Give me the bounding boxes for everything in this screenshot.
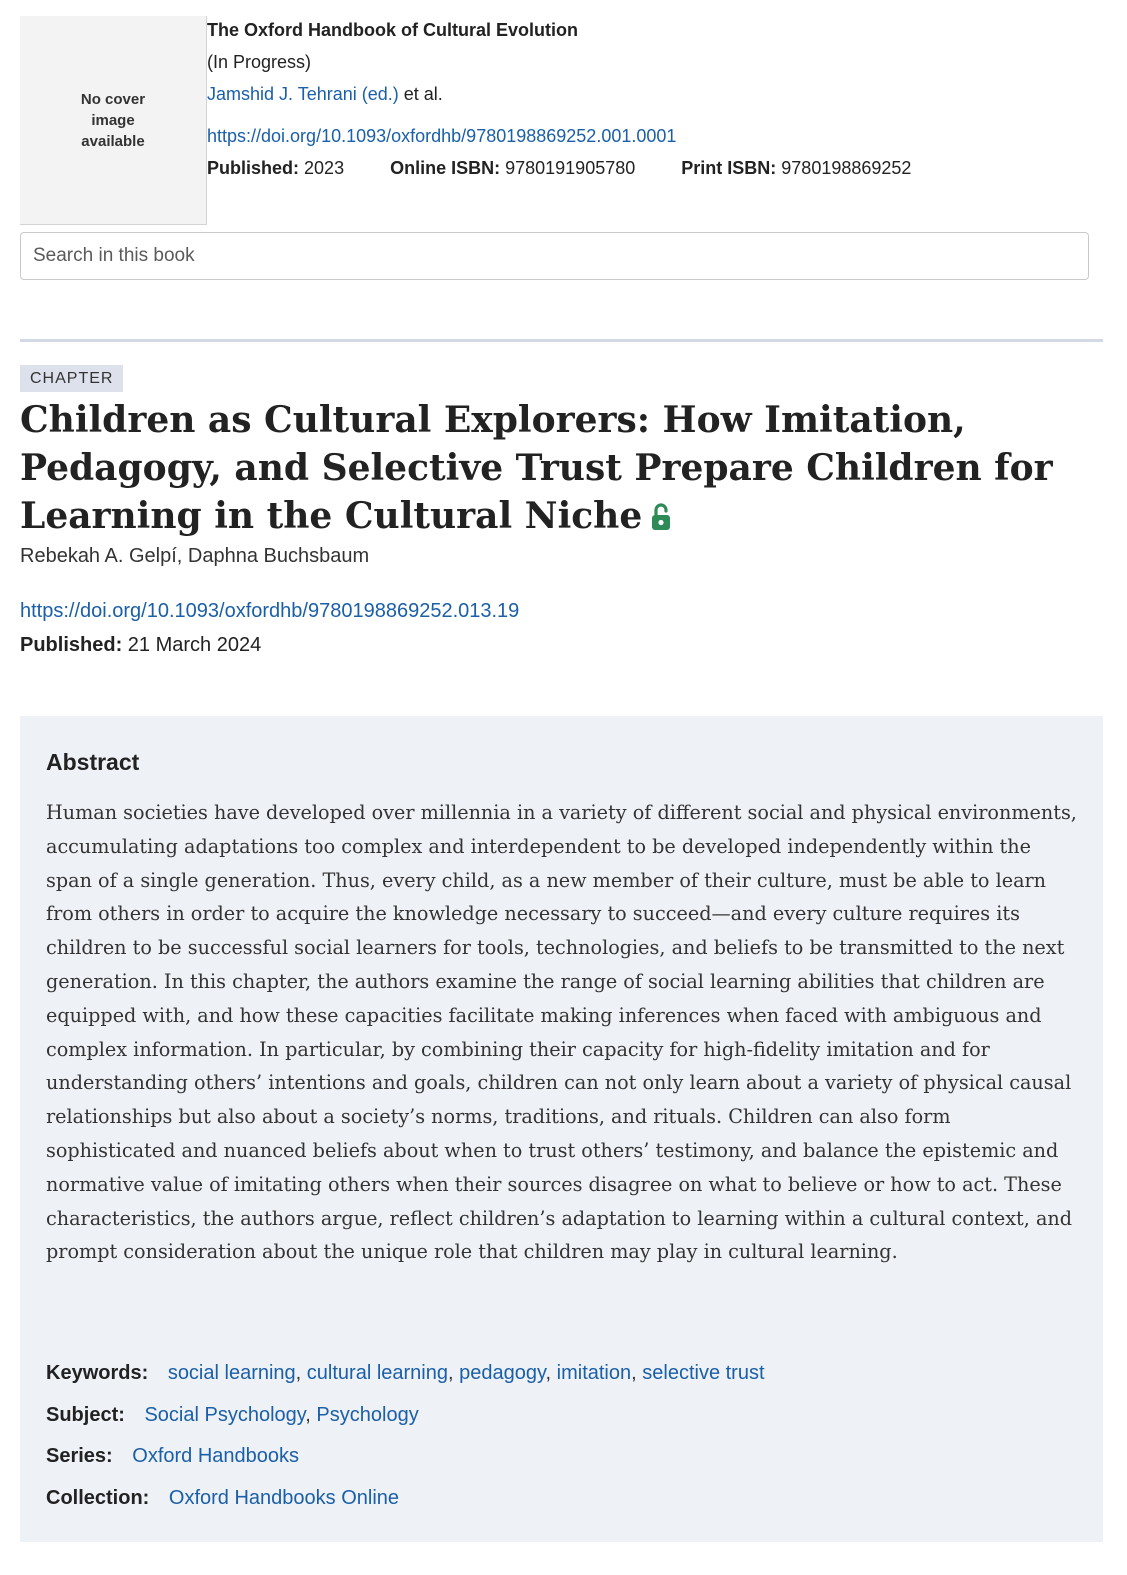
keyword-link[interactable]: pedagogy [459,1362,546,1384]
subject-link[interactable]: Social Psychology [144,1404,306,1426]
abstract-heading: Abstract [46,749,140,775]
keywords-label: Keywords: [46,1362,149,1384]
subject-row: Subject: Social Psychology, Psychology [46,1404,419,1426]
chapter-published-value: 21 March 2024 [127,634,262,656]
collection-label: Collection: [46,1487,150,1509]
series-row [46,1441,299,1471]
book-header [20,14,1110,226]
chapter-authors: Rebekah A. Gelpí, Daphna Buchsbaum [20,545,370,567]
subject-link[interactable]: Psychology [316,1404,419,1426]
chapter-title [20,396,1080,544]
abstract-text: Human societies have developed over millennia in a variety of different social and physical environments, accumulating adaptations too complex and interdependent to be developed independently within the span of a single generation. Thus, every child, as a new member of their culture, must be able to learn from others in order to acquire the knowledge necessary to succeed—and every culture requires its children to be successful social learners for tools, technologies, and beliefs to be transmitted to the next generation. In this chapter, the authors examine the range of social learning abilities that children are equipped with, and how these capacities facilitate making inferences when faced with ambiguous and complex information. In particular, by combining their capacity for high-fidelity imitation and for understanding others’ intentions and goals, children can not only learn about a variety of physical causal relationships but also about a society’s norms, traditions, and rituals. Children can also form sophisticated and nuanced beliefs about when to trust others’ testimony, and balance the epistemic and normative value of imitating others when their sources disagree on what to believe or how to act. These characteristics, the authors argue, reflect children’s adaptation to learning within a cultural context, and prompt consideration about the unique role that children may play in cultural learning. [46,801,1077,1264]
book-title: The Oxford Handbook of Cultural Evolution [207,20,578,40]
print-isbn-label: Print ISBN: [681,158,777,178]
book-editors [207,78,957,110]
keywords-row: Keywords: social learning, cultural learning, pedagogy, imitation, selective trust [46,1362,765,1384]
book-cover-placeholder [20,16,207,225]
chapter-published-label: Published: [20,634,123,656]
search-box [20,232,1089,280]
book-doi-link[interactable]: https://doi.org/10.1093/oxfordhb/9780198869252.001.0001 [207,126,677,146]
collection-row [46,1483,399,1513]
book-status: (In Progress) [207,52,312,72]
online-isbn-label: Online ISBN: [390,158,501,178]
abstract-section [20,716,1103,1542]
keyword-link[interactable]: cultural learning [306,1362,448,1384]
section-divider [20,339,1103,342]
open-access-lock-icon [650,496,672,544]
keyword-link[interactable]: social learning [167,1362,296,1384]
book-meta [207,152,957,184]
book-info [207,14,957,184]
print-isbn-value: 9780198869252 [781,158,912,178]
series-link[interactable]: Oxford Handbooks [132,1445,300,1467]
collection-link[interactable]: Oxford Handbooks Online [168,1487,400,1509]
book-published-label: Published: [207,158,300,178]
cover-placeholder-text: No cover image available [80,90,146,150]
keyword-link[interactable]: selective trust [642,1362,765,1384]
chapter-badge: CHAPTER [20,365,123,392]
keyword-link[interactable]: imitation [556,1362,632,1384]
book-published-value: 2023 [304,158,345,178]
subject-label: Subject: [46,1404,125,1426]
chapter-published [20,631,261,659]
editor-suffix: et al. [398,84,443,104]
chapter-title-text: Children as Cultural Explorers: How Imitation, Pedagogy, and Selective Trust Prepare Children for Learning in the Cultural Niche [20,399,1053,537]
online-isbn-value: 9780191905780 [505,158,636,178]
editor-link[interactable]: Jamshid J. Tehrani (ed.) [207,84,399,104]
chapter-doi-link[interactable]: https://doi.org/10.1093/oxfordhb/9780198869252.013.19 [20,600,520,622]
series-label: Series: [46,1445,113,1467]
search-input[interactable] [21,233,1088,279]
